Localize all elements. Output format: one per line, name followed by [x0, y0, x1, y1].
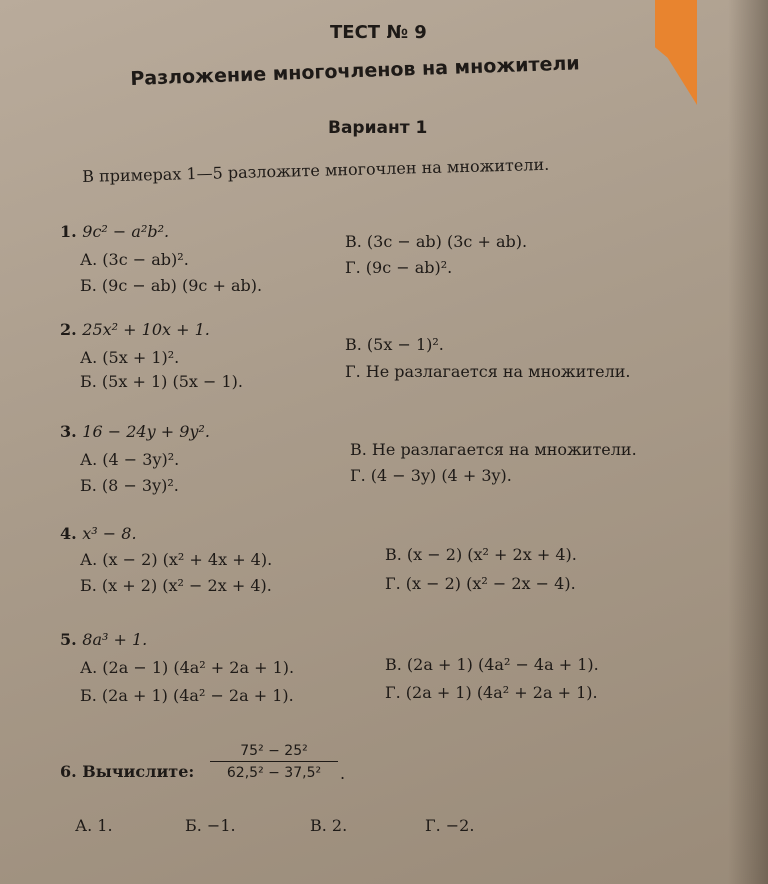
fraction — [210, 743, 338, 781]
option-b[interactable]: Б. (x + 2) (x² − 2x + 4). — [80, 576, 272, 595]
question-expression: 9c² − a²b². — [82, 222, 170, 241]
option-a[interactable]: А. (2a − 1) (4a² + 2a + 1). — [80, 658, 295, 677]
option-b[interactable]: Б. (8 − 3y)². — [80, 476, 179, 495]
question-number: 1. — [60, 222, 77, 241]
question-expression: x³ − 8. — [82, 524, 137, 543]
question-expression: 25x² + 10x + 1. — [82, 320, 210, 339]
option-v[interactable]: В. (2a + 1) (4a² − 4a + 1). — [385, 655, 599, 674]
option-g[interactable]: Г. (9c − ab)². — [345, 258, 453, 277]
option-g[interactable]: Г. (4 − 3y) (4 + 3y). — [350, 466, 512, 485]
option-v[interactable]: В. (3c − ab) (3c + ab). — [345, 232, 528, 251]
question-number: 3. — [60, 422, 77, 441]
question-2 — [60, 320, 210, 339]
option-v[interactable]: В. (5x − 1)². — [345, 335, 444, 354]
question-1 — [60, 222, 169, 241]
fraction-denominator: 62,5² − 37,5² — [226, 765, 322, 781]
question-5 — [60, 630, 147, 649]
option-a[interactable]: А. (5x + 1)². — [80, 348, 180, 367]
question-number: 2. — [60, 320, 77, 339]
option-g[interactable]: Г. (x − 2) (x² − 2x − 4). — [385, 574, 576, 593]
option-v[interactable]: В. Не разлагается на множители. — [350, 440, 637, 459]
question-number: 5. — [60, 630, 77, 649]
option-a[interactable]: А. 1. — [75, 816, 113, 835]
page-edge-shadow — [728, 0, 768, 884]
test-label: ТЕСТ № 9 — [330, 22, 427, 43]
orange-bookmark — [655, 0, 697, 105]
option-b[interactable]: Б. (2a + 1) (4a² − 2a + 1). — [80, 686, 294, 705]
option-g[interactable]: Г. (2a + 1) (4a² + 2a + 1). — [385, 683, 598, 702]
option-v[interactable]: В. (x − 2) (x² + 2x + 4). — [385, 545, 577, 564]
option-b[interactable]: Б. −1. — [185, 816, 236, 835]
question-3 — [60, 422, 210, 441]
option-a[interactable]: А. (4 − 3y)². — [80, 450, 180, 469]
question-4 — [60, 524, 137, 543]
option-b[interactable]: Б. (5x + 1) (5x − 1). — [80, 372, 243, 391]
instruction-text: В примерах 1—5 разложите многочлен на множители. — [82, 154, 550, 186]
fraction-numerator: 75² − 25² — [240, 743, 308, 759]
page-title: Разложение многочленов на множители — [130, 52, 580, 90]
option-a[interactable]: А. (x − 2) (x² + 4x + 4). — [80, 550, 273, 569]
question-6-label: 6. Вычислите: — [60, 762, 195, 781]
fraction-end: . — [340, 764, 346, 783]
question-expression: 16 − 24y + 9y². — [82, 422, 210, 441]
variant-label: Вариант 1 — [328, 118, 428, 138]
option-a[interactable]: А. (3c − ab)². — [80, 250, 189, 269]
question-number: 4. — [60, 524, 77, 543]
option-g[interactable]: Г. Не разлагается на множители. — [345, 362, 631, 381]
option-b[interactable]: Б. (9c − ab) (9c + ab). — [80, 276, 263, 295]
question-expression: 8a³ + 1. — [82, 630, 148, 649]
option-g[interactable]: Г. −2. — [425, 816, 475, 835]
option-v[interactable]: В. 2. — [310, 816, 348, 835]
